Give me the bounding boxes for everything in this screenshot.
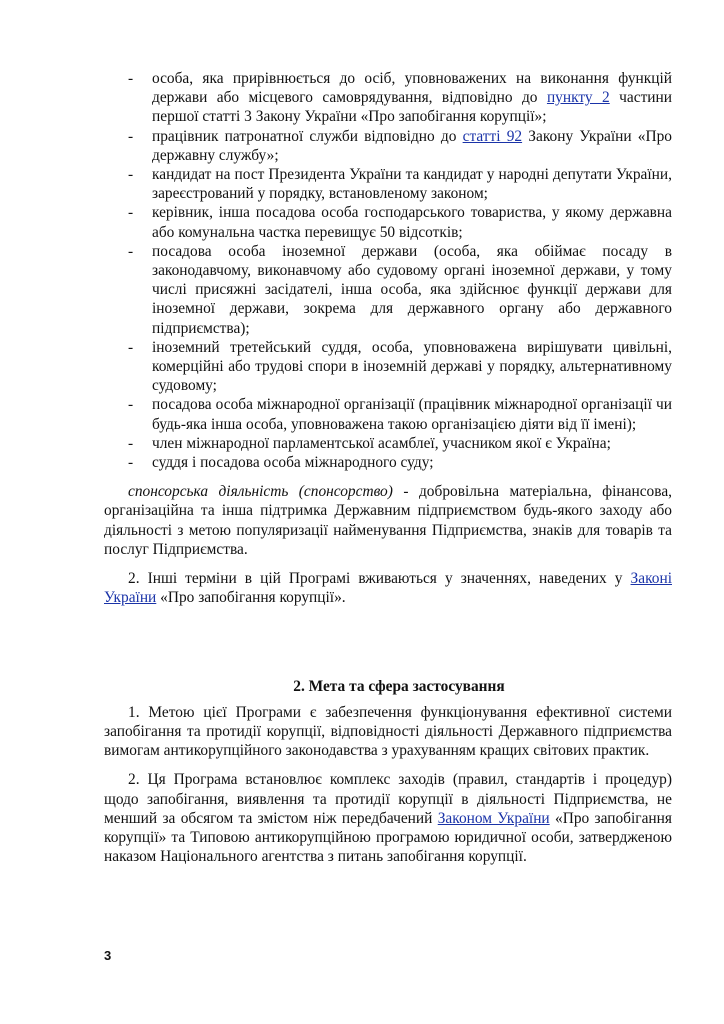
dash-bullet: - xyxy=(128,396,134,414)
page-content xyxy=(104,69,672,866)
list-item-text: керівник, інша посадова особа господарського товариства, у якому державна або комунальна частка перевищує 50 відсотків; xyxy=(152,204,672,241)
list-item xyxy=(104,338,672,396)
list-item-text: іноземний третейський суддя, особа, уповноважена вирішувати цивільні, комерційні або трудові спори в іноземній державі у порядку, альтернативному судовому; xyxy=(152,338,672,395)
paragraph-text-tail: «Про запобігання корупції» та Типовою антикорупційною програмою юридичної особи, затвердженою наказом Національного агентства з питань запобігання корупції. xyxy=(104,809,672,866)
link-statti-92[interactable]: статті 92 xyxy=(462,127,523,145)
list-item-text: посадова особа міжнародної організації (працівник міжнародної організації чи будь-яка інша особа, уповноважена такою організацією діяти від її імені); xyxy=(152,396,672,433)
list-item xyxy=(104,395,672,433)
list-item-text: суддя і посадова особа міжнародного суду; xyxy=(152,454,434,472)
list-item xyxy=(104,242,672,338)
paragraph-text: 2. Ця Програма встановлює комплекс заходів (правил, стандартів і процедур) щодо запобігання, виявлення та протидії корупції в діяльності Підприємства, не менший за обсягом та змістом ніж передбачений xyxy=(104,771,672,827)
dash-bullet: - xyxy=(128,242,134,260)
paragraph-text-tail: «Про запобігання корупції». xyxy=(156,589,346,607)
list-item xyxy=(104,453,672,472)
link-zakonom-ukrainy[interactable]: Законом України xyxy=(437,809,550,827)
dash-bullet: - xyxy=(128,204,134,222)
list-item-text: член міжнародної парламентської асамблеї, учасником якої є Україна; xyxy=(152,434,611,452)
sponsorship-definition xyxy=(104,482,672,559)
list-item xyxy=(104,127,672,165)
definition-text: - добровільна матеріальна, фінансова, організаційна та інша підтримка Державним підприємством будь-якого заходу або діяльності з метою популяризації найменування Підприємства, знаків для товарів та послуг Підприємства. xyxy=(104,483,672,558)
defined-term: спонсорська діяльність (спонсорство) xyxy=(128,483,393,501)
dash-bullet: - xyxy=(128,338,134,356)
list-item xyxy=(104,165,672,203)
purpose-paragraph: 1. Метою цієї Програми є забезпечення функціонування ефективної системи запобігання та протидії корупції, відповідності діяльності Державного підприємства вимогам антикорупційного законодавства з урахуванням кращих світових практик. xyxy=(104,703,672,760)
list-item-text: посадова особа іноземної держави (особа, яка обіймає посаду в законодавчому, виконавчому або судовому органі іноземної держави, у тому числі присяжні засідателі, інша особа, яка здійснює функції держави для іноземної держави, зокрема для державного органу або державного підприємства); xyxy=(152,242,672,337)
page-number: 3 xyxy=(104,948,112,963)
section-heading: 2. Мета та сфера застосування xyxy=(293,678,505,696)
dash-bullet: - xyxy=(128,70,134,87)
official-list xyxy=(104,69,672,472)
link-zakoni-ukrainy[interactable]: Законі України xyxy=(104,570,672,607)
other-terms-paragraph xyxy=(104,569,672,607)
paragraph-text: 2. Інші терміни в цій Програмі вживаються у значеннях, наведених у xyxy=(128,570,631,588)
list-item xyxy=(104,69,672,127)
list-item-text: працівник патронатної служби відповідно до xyxy=(152,127,463,145)
dash-bullet: - xyxy=(128,454,134,472)
list-item-text: особа, яка прирівнюється до осіб, уповноважених на виконання функцій держави або місцевого самоврядування, відповідно до xyxy=(152,70,672,107)
scope-paragraph xyxy=(104,770,672,866)
list-item-text-tail: Закону України «Про державну службу»; xyxy=(152,127,672,164)
list-item xyxy=(104,203,672,241)
dash-bullet: - xyxy=(128,166,134,184)
list-item-text-tail: частини першої статті 3 Закону України «Про запобігання корупції»; xyxy=(152,89,672,126)
dash-bullet: - xyxy=(128,127,134,145)
list-item xyxy=(104,434,672,453)
dash-bullet: - xyxy=(128,434,134,452)
list-item-text: кандидат на пост Президента України та кандидат у народні депутати України, зареєстрований у порядку, встановленому законом; xyxy=(152,166,672,203)
link-punkt-2[interactable]: пункту 2 xyxy=(546,89,610,107)
